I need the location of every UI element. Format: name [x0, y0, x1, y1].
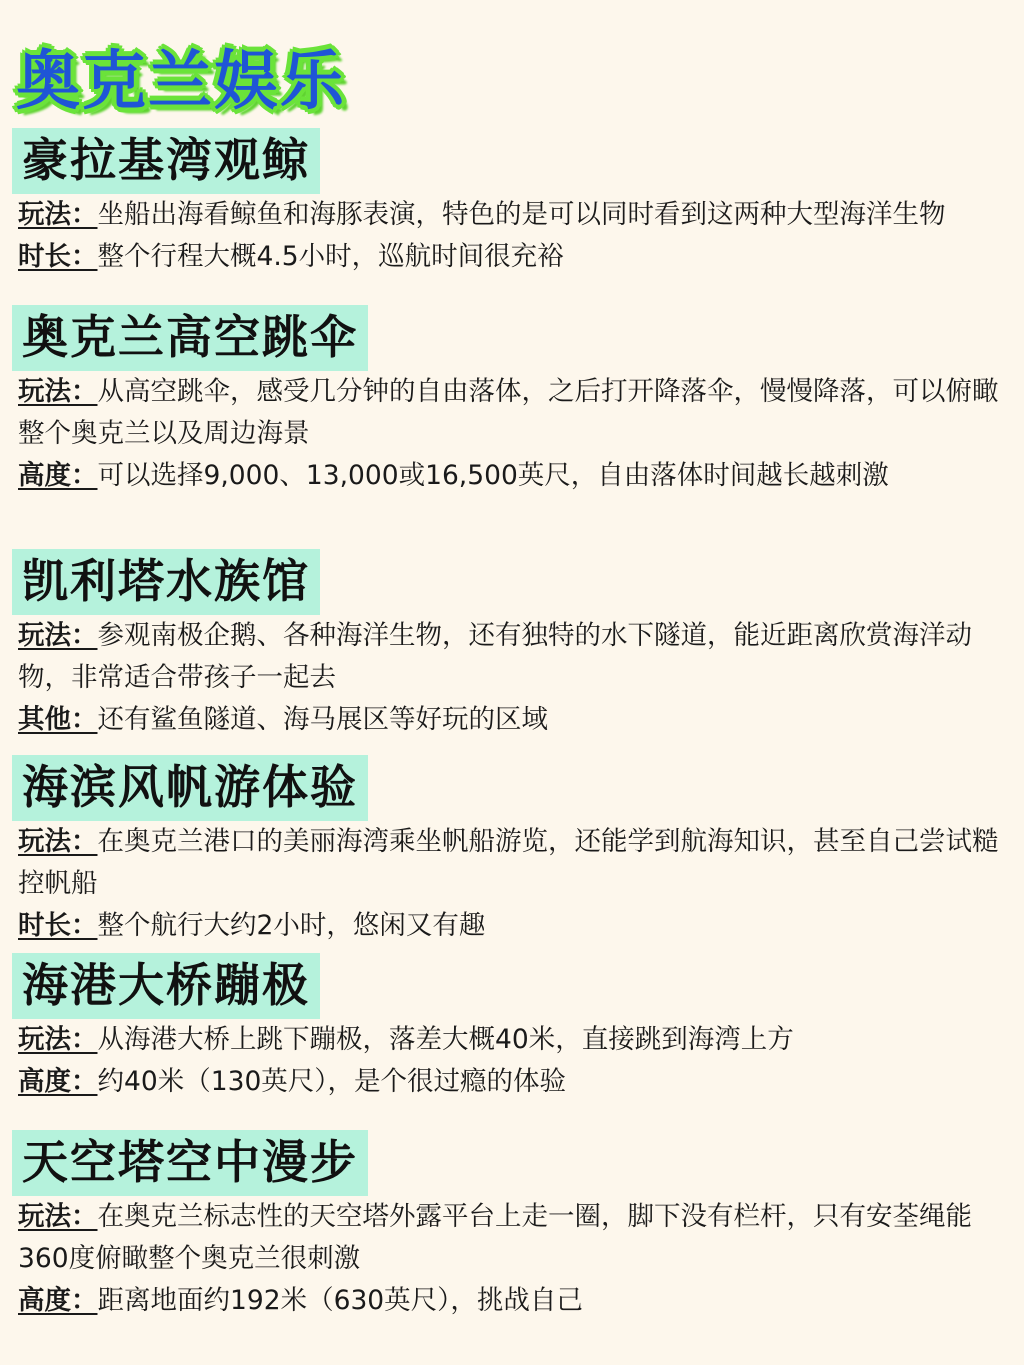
info-text: 在奥克兰港口的美丽海湾乘坐帆船游览，还能学到航海知识，甚至自己尝试糙控帆船: [18, 826, 999, 899]
info-label: 时长：: [18, 241, 98, 272]
section-heading: 天空塔空中漫步: [12, 1130, 368, 1196]
info-line: [18, 615, 1010, 699]
info-label: 玩法：: [18, 199, 98, 230]
info-line: [18, 455, 1010, 497]
info-text: 参观南极企鹅、各种海洋生物，还有独特的水下隧道，能近距离欣赏海洋动物，非常适合带孩子一起去: [18, 620, 972, 693]
section: [18, 1130, 1010, 1322]
info-text: 约40米（130英尺），是个很过瘾的体验: [97, 1066, 567, 1097]
info-text: 坐船出海看鲸鱼和海豚表演，特色的是可以同时看到这两种大型海洋生物: [97, 199, 946, 230]
section-heading: 凯利塔水族馆: [12, 549, 320, 615]
info-label: 高度：: [18, 460, 98, 491]
section-heading: 海滨风帆游体验: [12, 755, 368, 821]
section-heading: 奥克兰高空跳伞: [12, 305, 368, 371]
section-heading: 海港大桥蹦极: [12, 953, 320, 1019]
info-text: 还有鲨鱼隧道、海马展区等好玩的区域: [97, 704, 548, 735]
page-title: 奥克兰娱乐: [16, 45, 346, 119]
section: [18, 305, 1010, 497]
info-label: 玩法：: [18, 826, 98, 857]
section-heading: 豪拉基湾观鲸: [12, 128, 320, 194]
info-text: 整个行程大概4.5小时，巡航时间很充裕: [97, 241, 564, 272]
info-line: [18, 1196, 1010, 1280]
info-text: 距离地面约192米（630英尺），挑战自己: [97, 1285, 583, 1316]
info-line: [18, 905, 1010, 947]
info-label: 高度：: [18, 1066, 98, 1097]
section: [18, 549, 1010, 741]
info-text: 可以选择9,000、13,000或16,500英尺，自由落体时间越长越刺激: [97, 460, 889, 491]
info-line: [18, 371, 1010, 455]
info-line: [18, 194, 1010, 236]
info-label: 时长：: [18, 910, 98, 941]
section: [18, 755, 1010, 947]
info-line: [18, 699, 1010, 741]
info-line: [18, 236, 1010, 278]
info-label: 玩法：: [18, 1201, 98, 1232]
info-label: 其他：: [18, 704, 98, 735]
info-line: [18, 1019, 1010, 1061]
section: [18, 128, 1010, 278]
section: [18, 953, 1010, 1103]
info-text: 从高空跳伞，感受几分钟的自由落体，之后打开降落伞，慢慢降落，可以俯瞰整个奥克兰以及周边海景: [18, 376, 999, 449]
info-line: [18, 821, 1010, 905]
info-label: 玩法：: [18, 620, 98, 651]
info-text: 在奥克兰标志性的天空塔外露平台上走一圈，脚下没有栏杆，只有安荃绳能360度俯瞰整个奥克兰很刺激: [18, 1201, 972, 1274]
info-label: 高度：: [18, 1285, 98, 1316]
info-line: [18, 1280, 1010, 1322]
info-text: 从海港大桥上跳下蹦极，落差大概40米，直接跳到海湾上方: [97, 1024, 794, 1055]
info-line: [18, 1061, 1010, 1103]
info-text: 整个航行大约2小时，悠闲又有趣: [97, 910, 486, 941]
info-label: 玩法：: [18, 1024, 98, 1055]
info-label: 玩法：: [18, 376, 98, 407]
